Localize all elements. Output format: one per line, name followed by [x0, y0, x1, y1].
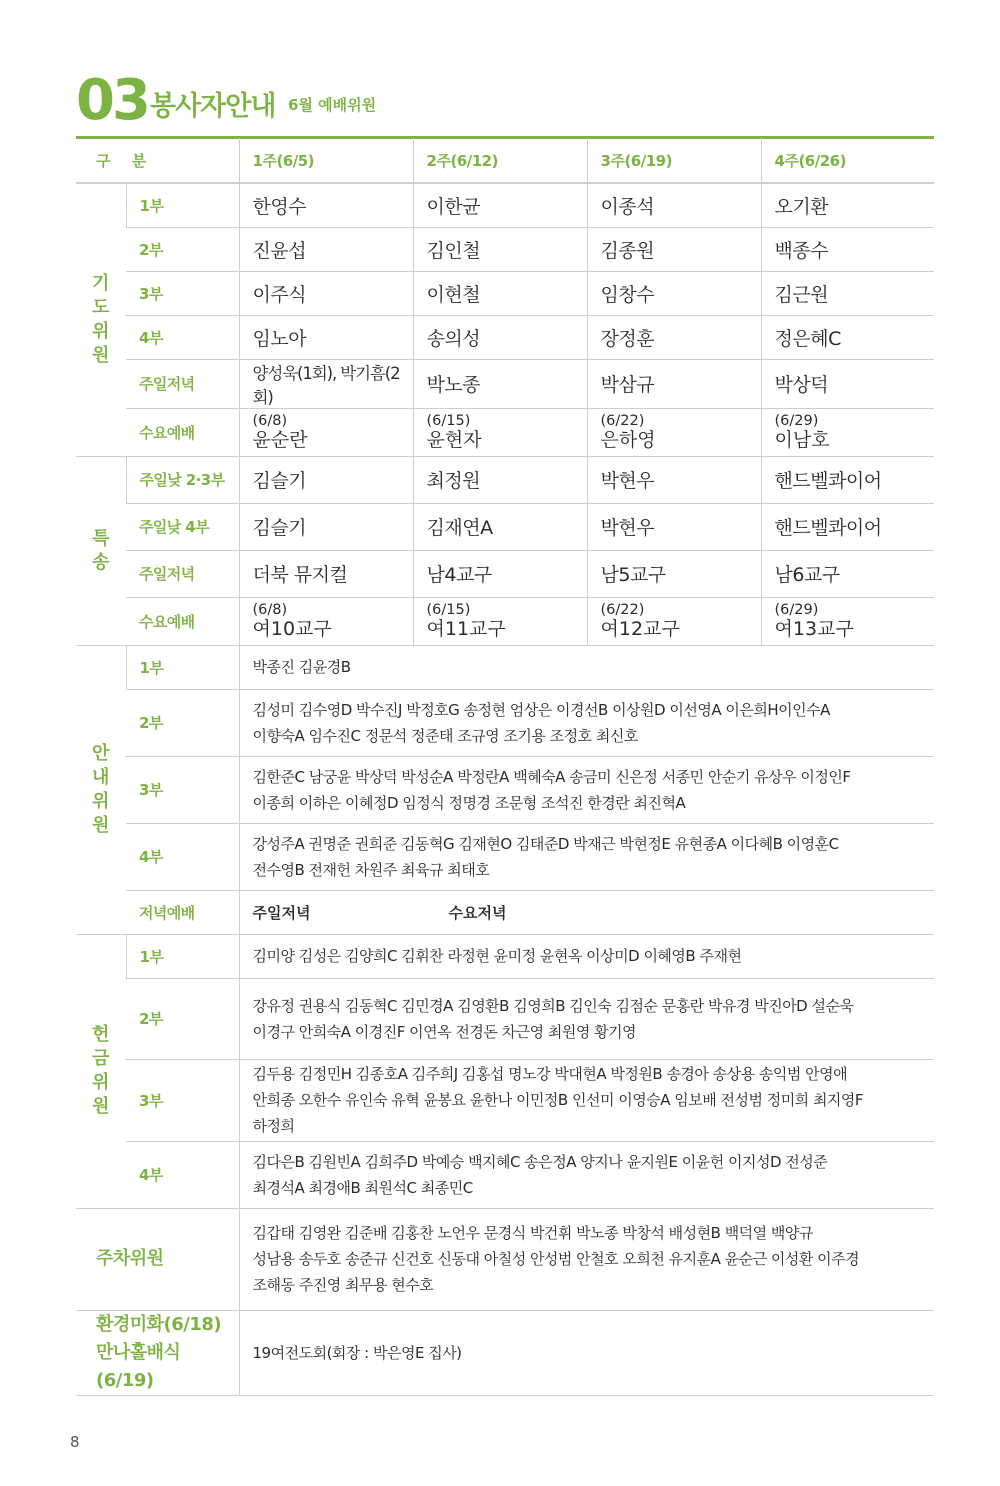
service-label: 3부 — [126, 271, 239, 315]
date-label: (6/15) — [426, 602, 471, 618]
group-label-prayer: 기도위원 — [76, 183, 126, 456]
section-number: 03 — [76, 68, 148, 133]
dated-name-cell — [587, 408, 761, 456]
name-label: 윤현자 — [426, 429, 482, 451]
date-label: (6/15) — [426, 413, 471, 429]
name-label: 여10교구 — [252, 618, 332, 640]
name-line: 하정희 — [252, 1117, 295, 1135]
table-row — [76, 934, 934, 978]
category-header: 구 분 — [76, 138, 239, 183]
name-list — [239, 1141, 934, 1208]
name-line: 이향숙A 임수진C 정문석 정준태 조규영 조기용 조정호 최신호 — [252, 726, 638, 745]
name-cell: 핸드벨콰이어 — [761, 456, 934, 503]
date-label: (6/22) — [600, 602, 645, 618]
group-label-parking: 주차위원 — [76, 1208, 239, 1310]
name-line: 전수영B 전재헌 차원주 최육규 최태호 — [252, 860, 490, 879]
name-cell: 임창수 — [587, 271, 761, 315]
name-cell: 오기환 — [761, 183, 934, 227]
service-label: 1부 — [126, 183, 239, 227]
name-line: 김성미 김수영D 박수진J 박정호G 송정현 엄상은 이경선B 이상원D 이선영A 이은희H이인수A — [252, 700, 830, 719]
name-cell: 백종수 — [761, 227, 934, 271]
sunday-evening-label: 주일저녁 — [252, 903, 311, 922]
name-line: 박종진 김윤경B — [252, 658, 351, 676]
table-row — [76, 689, 934, 756]
service-label: 주일저녁 — [126, 359, 239, 408]
name-cell: 한영수 — [239, 183, 413, 227]
table-row — [76, 359, 934, 408]
date-label: (6/29) — [774, 413, 819, 429]
name-cell: 남5교구 — [587, 550, 761, 597]
dated-name-cell — [239, 597, 413, 645]
name-cell: 더북 뮤지컬 — [239, 550, 413, 597]
service-label: 4부 — [126, 1141, 239, 1208]
dated-name-cell — [413, 597, 587, 645]
name-cell: 김인철 — [413, 227, 587, 271]
service-label: 3부 — [126, 1059, 239, 1141]
name-line: 성남용 송두호 송준규 신건호 신동대 아칠성 안성범 안철호 오희천 유지훈A 윤순근 이성환 이주경 — [252, 1250, 860, 1268]
header-row — [76, 138, 934, 183]
service-label: 3부 — [126, 756, 239, 823]
name-cell: 진윤섭 — [239, 227, 413, 271]
table-row — [76, 227, 934, 271]
serving-label: 만나홀배식(6/19) — [96, 1341, 181, 1391]
service-label: 수요예배 — [126, 408, 239, 456]
service-label: 1부 — [126, 934, 239, 978]
page-number: 8 — [70, 1433, 80, 1451]
table-row — [76, 183, 934, 227]
name-cell: 박상덕 — [761, 359, 934, 408]
name-list — [239, 645, 934, 689]
name-line: 강성주A 권명준 권희준 김동혁G 김재현O 김태준D 박재근 박현정E 유현종A 이다혜B 이영훈C — [252, 834, 839, 853]
name-cell: 임노아 — [239, 315, 413, 359]
name-list — [239, 756, 934, 823]
group-label-ushers: 안내위원 — [76, 645, 126, 934]
volunteer-table — [76, 138, 934, 1396]
name-cell: 장정훈 — [587, 315, 761, 359]
name-cell: 이주식 — [239, 271, 413, 315]
name-cell: 김재연A — [413, 503, 587, 550]
name-cell: 최정원 — [413, 456, 587, 503]
name-list — [239, 823, 934, 890]
dated-name-cell — [761, 597, 934, 645]
name-label: 은하영 — [600, 429, 656, 451]
name-line: 최경석A 최경애B 최원석C 최종민C — [252, 1178, 473, 1197]
table-row — [76, 550, 934, 597]
table-row — [76, 271, 934, 315]
table-row — [76, 756, 934, 823]
table-row — [76, 1141, 934, 1208]
name-label: 여12교구 — [600, 618, 680, 640]
name-line: 김갑태 김영완 김준배 김홍찬 노언우 문경식 박건휘 박노종 박창석 배성현B 백덕열 백양규 — [252, 1224, 813, 1242]
table-row — [76, 645, 934, 689]
name-cell: 이한균 — [413, 183, 587, 227]
name-label: 윤순란 — [252, 429, 308, 451]
name-line: 조해동 주진영 최무용 현수호 — [252, 1276, 434, 1294]
week-header: 1주(6/5) — [239, 138, 413, 183]
name-line: 김두용 김정민H 김종호A 김주희J 김홍섭 명노강 박대현A 박정원B 송경아 송상용 송익범 안영애 — [252, 1065, 848, 1083]
name-list — [239, 1059, 934, 1141]
name-list — [239, 978, 934, 1059]
table-row — [76, 1059, 934, 1141]
service-label: 수요예배 — [126, 597, 239, 645]
service-label: 2부 — [126, 978, 239, 1059]
week-header: 2주(6/12) — [413, 138, 587, 183]
date-label: (6/8) — [252, 602, 288, 618]
name-line: 김다은B 김원빈A 김희주D 박예승 백지혜C 송은정A 양지나 윤지원E 이윤헌 이지성D 전성준 — [252, 1152, 828, 1171]
section-header — [76, 70, 934, 139]
dated-name-cell — [587, 597, 761, 645]
table-row — [76, 890, 934, 934]
cleanup-label: 환경미화(6/18) — [96, 1313, 222, 1335]
name-line: 안희종 오한수 유인숙 유혁 윤봉요 윤한나 이민정B 인선미 이영승A 임보배 전성범 정미희 최지영F — [252, 1091, 864, 1109]
name-cell: 이현철 — [413, 271, 587, 315]
table-row — [76, 503, 934, 550]
dated-name-cell — [761, 408, 934, 456]
name-cell: 정은혜C — [761, 315, 934, 359]
group-label-special: 특송 — [76, 456, 126, 645]
table-row — [76, 1208, 934, 1310]
service-label: 주일낮 4부 — [126, 503, 239, 550]
name-line: 이경구 안희숙A 이경진F 이연옥 전경돈 차근영 최원영 황기영 — [252, 1022, 637, 1041]
name-cell: 핸드벨콰이어 — [761, 503, 934, 550]
table-row — [76, 597, 934, 645]
name-cell: 박삼규 — [587, 359, 761, 408]
name-label: 여13교구 — [774, 618, 854, 640]
name-list — [239, 1208, 934, 1310]
table-row — [76, 315, 934, 359]
name-cell: 박현우 — [587, 503, 761, 550]
evening-usher-cell — [239, 890, 934, 934]
name-cell: 이종석 — [587, 183, 761, 227]
group-label-cleanup — [76, 1310, 239, 1395]
service-label: 주일낮 2·3부 — [126, 456, 239, 503]
name-cell: 김슬기 — [239, 503, 413, 550]
group-label-offering: 헌금위원 — [76, 934, 126, 1208]
table-row — [76, 823, 934, 890]
name-cell: 남6교구 — [761, 550, 934, 597]
name-cell: 박노종 — [413, 359, 587, 408]
date-label: (6/29) — [774, 602, 819, 618]
service-label: 주일저녁 — [126, 550, 239, 597]
name-label: 이남호 — [774, 429, 830, 451]
table-row — [76, 1310, 934, 1395]
service-label: 4부 — [126, 315, 239, 359]
name-cell: 김종원 — [587, 227, 761, 271]
dated-name-cell — [239, 408, 413, 456]
wednesday-evening-label: 수요저녁 — [448, 903, 507, 922]
name-cell: 송의성 — [413, 315, 587, 359]
name-cell: 박현우 — [587, 456, 761, 503]
dated-name-cell — [413, 408, 587, 456]
service-label: 저녁예배 — [126, 890, 239, 934]
name-cell: 김근원 — [761, 271, 934, 315]
name-line: 김한준C 남궁윤 박상덕 박성순A 박정란A 백혜숙A 송금미 신은정 서종민 안순기 유상우 이정인F — [252, 767, 851, 786]
cleanup-assignment: 19여전도회(회장 : 박은영E 집사) — [239, 1310, 934, 1395]
service-label: 2부 — [126, 689, 239, 756]
name-list — [239, 934, 934, 978]
name-cell: 양성욱(1회), 박기흠(2회) — [239, 359, 413, 408]
name-label: 여11교구 — [426, 618, 506, 640]
service-label: 2부 — [126, 227, 239, 271]
name-line: 이종희 이하은 이혜정D 임정식 정명경 조문형 조석진 한경란 최진혁A — [252, 793, 686, 812]
name-cell: 남4교구 — [413, 550, 587, 597]
week-header: 3주(6/19) — [587, 138, 761, 183]
service-label: 4부 — [126, 823, 239, 890]
name-line: 강유정 권용식 김동혁C 김민경A 김영환B 김영희B 김인숙 김점순 문홍란 박유경 박진아D 설순욱 — [252, 996, 854, 1015]
name-list — [239, 689, 934, 756]
service-label: 1부 — [126, 645, 239, 689]
table-row — [76, 456, 934, 503]
week-header: 4주(6/26) — [761, 138, 934, 183]
table-row — [76, 408, 934, 456]
name-line: 김미양 김성은 김양희C 김휘찬 라정현 윤미정 윤현옥 이상미D 이혜영B 주재현 — [252, 947, 742, 965]
section-title: 봉사자안내 — [150, 91, 276, 122]
table-row — [76, 978, 934, 1059]
section-subtitle: 6월 예배위원 — [288, 96, 377, 114]
name-cell: 김슬기 — [239, 456, 413, 503]
date-label: (6/22) — [600, 413, 645, 429]
date-label: (6/8) — [252, 413, 288, 429]
